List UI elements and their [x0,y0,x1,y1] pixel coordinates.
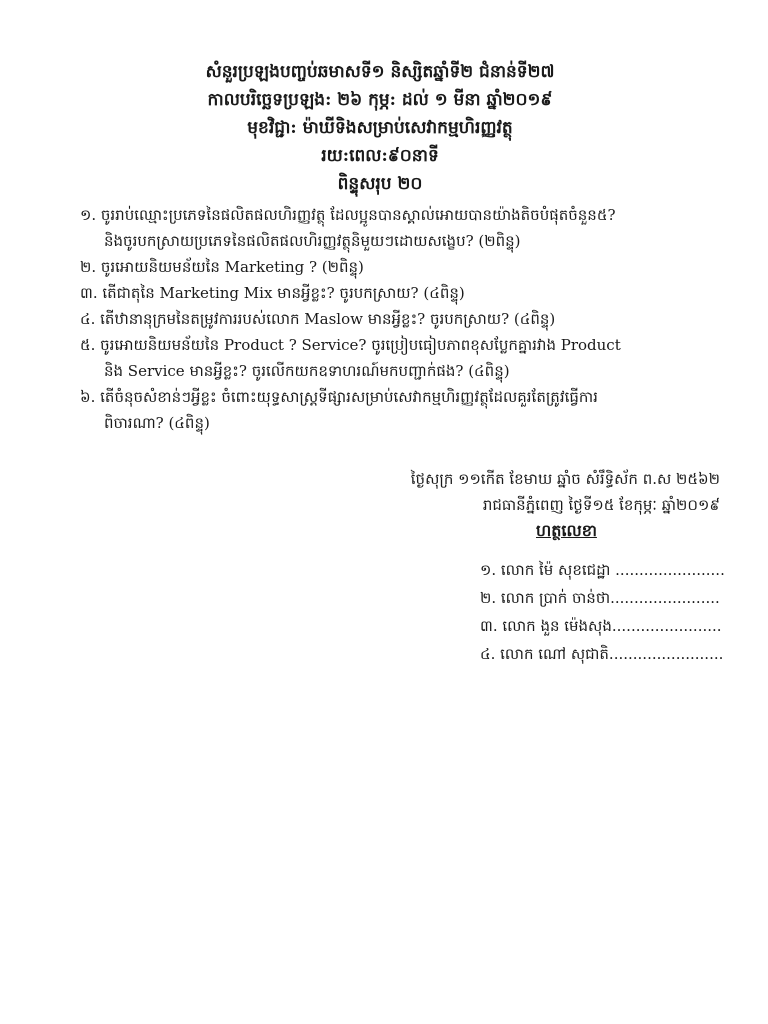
signer-list [480,556,725,668]
signer-2: ២. លោក ប្រាក់ ចាន់ថា....................... [480,589,720,607]
question-6-continued: ពិចារណា? (៤ពិន្ទុ) [104,414,210,432]
question-4: ៤. តើឋានានុក្រមនៃតម្រូវការរបស់លោក Maslow មានអ្វីខ្លះ? ចូរបកស្រាយ? (៤ពិន្ទុ) [80,310,556,328]
signature-title: ហត្ថលេខា [536,521,597,540]
question-3: ៣. តើជាតុនៃ Marketing Mix មានអ្វីខ្លះ? ចូរបកស្រាយ? (៤ពិន្ទុ) [80,284,465,302]
exam-period: កាលបរិច្ឆេទប្រឡង: ២៦ កុម្ភ: ដល់ ១ មីនា ឆ្នាំ២០១៩ [207,90,553,110]
signer-1: ១. លោក ម៉ៃ សុខជេដ្ឋា ....................... [480,561,725,579]
question-5-continued: និង Service មានអ្វីខ្លះ? ចូរលើកយកឧទាហរណ៍មកបញ្ជាក់ផង? (៤ពិន្ទុ) [104,362,510,380]
question-2: ២. ចូរអោយនិយមន័យនៃ Marketing ? (២ពិន្ទុ) [80,258,364,276]
exam-duration: រយ:ពេល:៩០នាទី [321,146,439,166]
exam-title: សំនួរប្រឡងបញ្ចប់ឆមាសទី១ និស្សិតឆ្នាំទី២ ជំនាន់ទី២៧ [205,62,555,82]
exam-header [100,58,660,198]
lunar-date: ថ្ងៃសុក្រ ១១កើត ខែមាឃ ឆ្នាំច សំរឹទ្ធិស័ក ព.ស ២៥៦២ [410,470,720,488]
question-1-continued: និងចូរបកស្រាយប្រភេទនៃផលិតផលហិរញ្ញវត្ថុនិមួយៗដោយសង្ខេប? (២ពិន្ទុ) [104,232,521,250]
exam-subject: មុខវិជ្ជា: ម៉ាឃីទិងសម្រាប់សេវាកម្មហិរញ្ញវត្ថុ [247,118,513,138]
date-block [411,466,720,518]
exam-total-points: ពិន្ទុសរុប ២០ [337,174,423,194]
signer-3: ៣. លោក ងួន ម៉េងសុង....................... [480,617,722,635]
signer-4: ៤. លោក ណៅ សុជាតិ........................ [480,645,724,663]
place-date: រាជធានីភ្នំពេញ ថ្ងៃទី១៥ ខែកុម្ភៈ ឆ្នាំ២០១៩ [482,496,720,514]
question-6: ៦. តើចំនុចសំខាន់ៗអ្វីខ្លះ ចំពោះយុទ្ធសាស្ត្រទីផ្សារសម្រាប់សេវាកម្មហិរញ្ញវត្ថុដែលគួរតែត្រូវធ្វើការ [80,388,598,406]
question-5: ៥. ចូរអោយនិយមន័យនៃ Product ? Service? ចូរប្រៀបធៀបភាពខុសប្លែកគ្នារវាង Product [80,336,621,354]
question-list [80,202,720,436]
question-1: ១. ចូររាប់ឈ្មោះប្រភេទនៃផលិតផលហិរញ្ញវត្ថុ ដែលប្អូនបានស្គាល់អោយបានយ៉ាងតិចបំផុតចំនួន៥? [80,206,616,224]
